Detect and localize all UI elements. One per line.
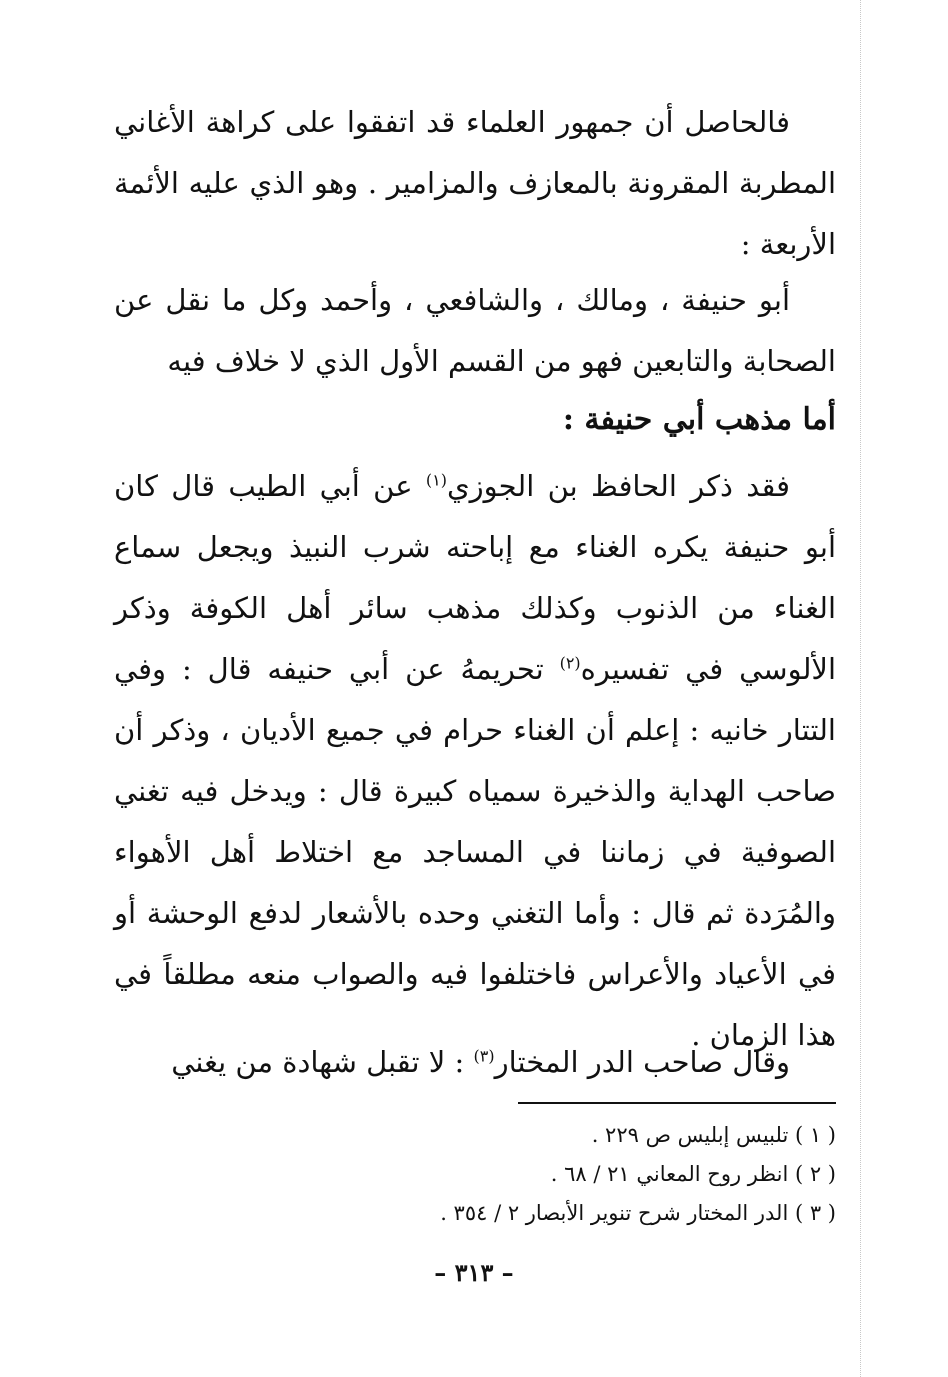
page-number: – ٣١٣ – <box>434 1258 514 1287</box>
footnote-item: ( ١ ) تلبيس إبليس ص ٢٢٩ . <box>591 1123 836 1147</box>
footnote-item: ( ٣ ) الدر المختار شرح تنوير الأبصار ٢ / ٣٥٤ . <box>440 1201 836 1225</box>
paragraph-segment: : لا تقبل شهادة من يغني <box>171 1045 474 1079</box>
paragraph-segment: وقال صاحب الدر المختار <box>494 1045 790 1079</box>
paragraph-text: فالحاصل أن جمهور العلماء قد اتفقوا على كراهة الأغاني المطربة المقرونة بالمعازف والمزامير . وهو الذي عليه الأئمة الأربعة : <box>114 105 836 261</box>
footnote-marker[interactable]: (٣) <box>473 1046 495 1066</box>
margin-rule <box>860 0 861 1377</box>
paragraph-segment: عن أبي الطيب قال كان أبو حنيفة يكره الغناء مع إباحته شرب النبيذ ويجعل سماع الغناء من الذنوب وكذلك مذهب سائر أهل الكوفة وذكر الألوسي في تفسيره <box>114 469 837 686</box>
paragraph-conclusion <box>114 92 836 275</box>
section-heading: أما مذهب أبي حنيفة : <box>562 402 836 437</box>
footnote-item: ( ٢ ) انظر روح المعاني ٢١ / ٦٨ . <box>550 1162 836 1186</box>
footnote-marker[interactable]: (١) <box>425 470 447 490</box>
paragraph-text <box>114 456 836 1066</box>
paragraph-text <box>114 1032 836 1093</box>
paragraph-text: أبو حنيفة ، ومالك ، والشافعي ، وأحمد وكل ما نقل عن الصحابة والتابعين فهو من القسم الأول الذي لا خلاف فيه <box>114 283 836 378</box>
paragraph-segment: فقد ذكر الحافظ بن الجوزي <box>446 469 790 503</box>
footnote-marker[interactable]: (٢) <box>559 653 581 673</box>
footnote-divider <box>518 1102 836 1104</box>
paragraph-durr-mukhtar <box>114 1032 836 1093</box>
paragraph-abu-hanifa <box>114 456 836 1066</box>
paragraph-four-imams <box>114 270 836 392</box>
paragraph-segment: تحريمهُ عن أبي حنيفه قال : وفي التتار خانيه : إعلم أن الغناء حرام في جميع الأديان ، وذكر أن صاحب الهداية والذخيرة سمياه كبيرة قال : ويدخل فيه تغني الصوفية في زماننا في المساجد مع اختلاط أهل الأهواء والمُرَدة ثم قال : وأما التغني وحده بالأشعار لدفع الوحشة أو في الأعياد والأعراس فاختلفوا فيه والصواب منعه مطلقاً في هذا الزمان . <box>114 652 836 1052</box>
footnotes <box>114 1116 836 1233</box>
